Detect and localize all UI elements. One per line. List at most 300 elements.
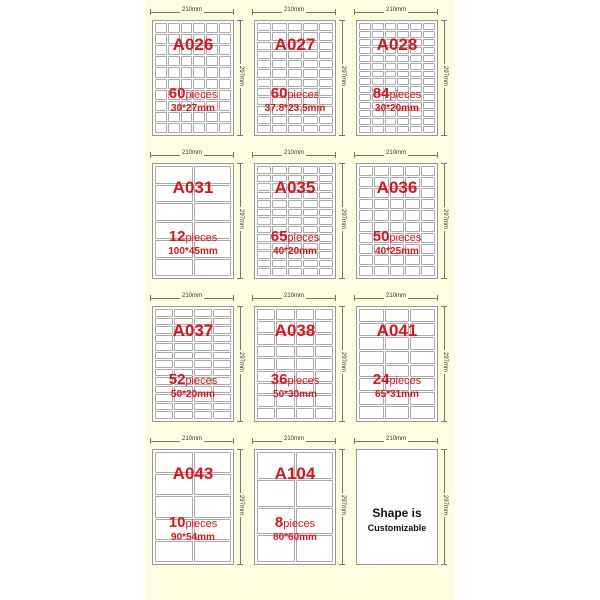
label-sheet-card[interactable]	[148, 433, 244, 575]
label-cell	[359, 309, 384, 322]
label-cell	[206, 67, 218, 77]
label-cell	[410, 406, 435, 419]
height-dimension	[237, 306, 244, 422]
a4-sheet	[356, 449, 438, 565]
label-cell	[405, 166, 419, 176]
label-cell	[423, 63, 435, 70]
dimension-tick	[441, 449, 447, 450]
count-number: 24	[372, 371, 390, 388]
label-cell	[315, 358, 333, 369]
label-size: 65*31mm	[375, 389, 419, 400]
label-cell	[303, 209, 317, 217]
piece-count	[153, 371, 233, 389]
label-cell	[303, 125, 317, 133]
label-cell	[257, 166, 271, 174]
height-dimension	[339, 20, 346, 136]
dimension-tick	[441, 564, 447, 565]
label-cell	[155, 360, 173, 368]
label-cell	[359, 71, 371, 78]
label-cell	[288, 116, 302, 124]
label-cell	[385, 63, 397, 70]
label-cell	[257, 209, 271, 217]
label-cell	[272, 200, 286, 208]
label-cell	[257, 116, 271, 124]
a4-sheet	[152, 306, 234, 422]
label-cell	[168, 123, 180, 133]
product-code: A027	[274, 35, 316, 54]
label-sheet-card[interactable]	[352, 147, 448, 289]
custom-sheet-card[interactable]	[352, 433, 448, 575]
count-number: 52	[168, 371, 186, 388]
label-cell	[181, 67, 193, 77]
dimension-tick	[441, 135, 447, 136]
label-sheet-card[interactable]	[250, 4, 346, 146]
dimension-tick	[441, 421, 447, 422]
width-dimension	[252, 151, 336, 159]
label-catalog	[145, 0, 455, 600]
label-cell	[303, 69, 317, 77]
label-cell	[359, 199, 373, 209]
label-cell	[193, 67, 205, 77]
width-dimension	[252, 8, 336, 16]
label-cell	[213, 403, 231, 411]
label-cell	[213, 309, 231, 317]
label-cell	[288, 200, 302, 208]
width-label	[354, 293, 438, 299]
height-dimension	[339, 449, 346, 565]
count-number: 65	[270, 228, 288, 245]
count-unit: pieces	[389, 89, 422, 101]
label-cell	[257, 60, 271, 68]
label-cell	[272, 60, 286, 68]
height-label: 297mm	[442, 351, 448, 372]
count-number: 10	[168, 514, 186, 531]
label-cell	[315, 309, 333, 320]
label-cell	[303, 200, 317, 208]
label-cell	[296, 358, 314, 369]
dimension-tick	[339, 421, 345, 422]
label-cell	[385, 309, 410, 322]
label-cell	[410, 118, 422, 125]
label-cell	[155, 56, 167, 66]
label-cell	[423, 23, 435, 30]
label-cell	[288, 69, 302, 77]
width-label	[354, 436, 438, 442]
label-cell	[390, 210, 404, 220]
width-value: 210mm	[385, 436, 406, 442]
label-cell	[272, 209, 286, 217]
label-cell	[193, 23, 205, 33]
width-dimension	[150, 8, 234, 16]
label-cell	[303, 23, 317, 31]
label-cell	[206, 56, 218, 66]
label-cell	[257, 268, 271, 276]
label-sheet-card[interactable]	[250, 433, 346, 575]
width-dimension	[354, 151, 438, 159]
width-value: 210mm	[283, 293, 304, 299]
label-cell	[410, 71, 422, 78]
label-sheet-card[interactable]	[148, 4, 244, 146]
label-cell	[155, 23, 167, 33]
a4-sheet	[254, 163, 336, 279]
label-cell	[410, 126, 422, 133]
height-dimension	[441, 20, 448, 136]
label-cell	[276, 358, 294, 369]
label-cell	[303, 268, 317, 276]
label-cell	[359, 210, 373, 220]
label-cell	[390, 166, 404, 176]
width-value: 210mm	[385, 150, 406, 156]
label-cell	[410, 23, 422, 30]
label-cell	[385, 351, 410, 364]
a4-sheet	[356, 20, 438, 136]
count-unit: pieces	[185, 232, 218, 244]
width-dimension	[252, 294, 336, 302]
label-sheet-card[interactable]	[148, 147, 244, 289]
label-cell	[194, 411, 212, 419]
label-cell	[213, 360, 231, 368]
label-size: 30*20mm	[375, 103, 419, 114]
label-cell	[174, 411, 192, 419]
a4-sheet	[254, 449, 336, 565]
width-label	[150, 293, 234, 299]
count-number: 50	[372, 228, 390, 245]
label-cell	[385, 406, 410, 419]
count-unit: pieces	[287, 89, 320, 101]
label-cell	[423, 55, 435, 62]
label-cell	[257, 200, 271, 208]
label-cell	[155, 259, 193, 277]
dimension-tick	[237, 421, 243, 422]
product-code: A104	[274, 464, 316, 483]
label-cell	[206, 123, 218, 133]
height-label: 297mm	[238, 351, 244, 372]
product-code: A038	[274, 321, 316, 340]
label-cell	[319, 260, 333, 268]
dimension-tick	[237, 449, 243, 450]
label-cell	[288, 217, 302, 225]
label-cell	[276, 309, 294, 320]
label-cell	[397, 71, 409, 78]
piece-count	[153, 228, 233, 246]
label-cell	[372, 23, 384, 30]
label-cell	[385, 55, 397, 62]
label-cell	[319, 69, 333, 77]
piece-count	[357, 371, 437, 389]
label-cell	[193, 123, 205, 133]
height-label: 297mm	[340, 208, 346, 229]
label-cell	[155, 67, 167, 77]
label-cell	[276, 408, 294, 419]
label-cell	[410, 309, 435, 322]
dimension-tick	[339, 163, 345, 164]
custom-line-1: Shape is	[372, 506, 422, 520]
width-value: 210mm	[181, 436, 202, 442]
label-cell	[372, 118, 384, 125]
label-cell	[155, 352, 173, 360]
label-cell	[423, 71, 435, 78]
custom-shape-note	[357, 506, 437, 533]
count-number: 36	[270, 371, 288, 388]
label-cell	[319, 125, 333, 133]
label-cell	[374, 266, 388, 276]
label-size: 40*20mm	[273, 246, 317, 257]
a4-sheet	[356, 306, 438, 422]
width-dimension	[150, 437, 234, 445]
label-cell	[319, 268, 333, 276]
label-cell	[397, 63, 409, 70]
piece-count	[357, 85, 437, 103]
label-cell	[303, 60, 317, 68]
piece-count	[255, 228, 335, 246]
count-unit: pieces	[185, 89, 218, 101]
count-number: 60	[168, 85, 186, 102]
count-unit: pieces	[185, 518, 218, 530]
label-cell	[257, 408, 275, 419]
height-label: 297mm	[442, 65, 448, 86]
product-code: A036	[376, 178, 418, 197]
label-cell	[359, 118, 371, 125]
piece-count	[255, 371, 335, 389]
label-cell	[319, 209, 333, 217]
dimension-tick	[237, 163, 243, 164]
dimension-tick	[441, 306, 447, 307]
height-dimension	[441, 449, 448, 565]
label-cell	[174, 309, 192, 317]
label-cell	[405, 266, 419, 276]
label-sheet-card[interactable]	[352, 290, 448, 432]
label-cell	[257, 358, 275, 369]
width-value: 210mm	[181, 293, 202, 299]
dimension-tick	[339, 564, 345, 565]
label-cell	[194, 343, 212, 351]
label-cell	[303, 217, 317, 225]
count-unit: pieces	[283, 518, 316, 530]
width-dimension	[150, 151, 234, 159]
count-unit: pieces	[389, 232, 422, 244]
label-size: 37.8*23.5mm	[264, 103, 326, 114]
label-cell	[272, 69, 286, 77]
label-cell	[397, 118, 409, 125]
height-label: 297mm	[442, 208, 448, 229]
product-code: A026	[172, 35, 214, 54]
width-label	[150, 150, 234, 156]
width-label	[150, 7, 234, 13]
label-cell	[174, 352, 192, 360]
width-label	[354, 150, 438, 156]
label-cell	[155, 541, 193, 562]
label-cell	[206, 23, 218, 33]
dimension-tick	[237, 20, 243, 21]
count-number: 8	[274, 514, 284, 531]
product-code: A041	[376, 321, 418, 340]
dimension-tick	[339, 306, 345, 307]
label-sheet-card[interactable]	[250, 290, 346, 432]
width-dimension	[252, 437, 336, 445]
label-cell	[174, 343, 192, 351]
width-value: 210mm	[385, 293, 406, 299]
label-size: 30*27mm	[171, 103, 215, 114]
label-cell	[155, 411, 173, 419]
width-dimension	[150, 294, 234, 302]
label-cell	[168, 67, 180, 77]
label-cell	[296, 408, 314, 419]
label-size: 90*54mm	[171, 532, 215, 543]
label-cell	[194, 259, 232, 277]
product-code: A031	[172, 178, 214, 197]
label-cell	[288, 268, 302, 276]
label-cell	[359, 126, 371, 133]
height-label: 297mm	[238, 65, 244, 86]
dimension-tick	[441, 20, 447, 21]
height-dimension	[237, 163, 244, 279]
a4-sheet	[254, 20, 336, 136]
label-cell	[397, 23, 409, 30]
label-cell	[359, 406, 384, 419]
count-unit: pieces	[389, 375, 422, 387]
height-label: 297mm	[340, 65, 346, 86]
piece-count	[357, 228, 437, 246]
label-cell	[359, 23, 371, 30]
width-dimension	[354, 294, 438, 302]
width-dimension	[354, 8, 438, 16]
label-size: 50*20mm	[171, 389, 215, 400]
piece-count	[153, 85, 233, 103]
label-cell	[315, 346, 333, 357]
label-cell	[288, 23, 302, 31]
dimension-tick	[339, 449, 345, 450]
label-cell	[288, 60, 302, 68]
label-cell	[423, 126, 435, 133]
dimension-tick	[339, 20, 345, 21]
width-label	[252, 7, 336, 13]
label-size: 40*25mm	[375, 246, 419, 257]
label-cell	[219, 67, 231, 77]
width-label	[354, 7, 438, 13]
label-cell	[257, 309, 275, 320]
height-dimension	[237, 449, 244, 565]
dimension-tick	[441, 163, 447, 164]
label-cell	[296, 309, 314, 320]
label-cell	[359, 166, 373, 176]
label-cell	[219, 56, 231, 66]
width-value: 210mm	[181, 7, 202, 13]
label-cell	[194, 203, 232, 221]
height-label: 297mm	[340, 494, 346, 515]
label-cell	[296, 346, 314, 357]
product-code: A028	[376, 35, 418, 54]
label-cell	[410, 63, 422, 70]
dimension-tick	[441, 278, 447, 279]
label-cell	[168, 56, 180, 66]
label-cell	[174, 403, 192, 411]
label-cell	[155, 309, 173, 317]
label-cell	[272, 116, 286, 124]
label-cell	[390, 199, 404, 209]
count-unit: pieces	[287, 375, 320, 387]
count-number: 60	[270, 85, 288, 102]
dimension-tick	[237, 564, 243, 565]
height-dimension	[339, 163, 346, 279]
label-cell	[319, 23, 333, 31]
label-cell	[288, 166, 302, 174]
label-cell	[272, 217, 286, 225]
label-cell	[219, 123, 231, 133]
a4-sheet	[356, 163, 438, 279]
label-cell	[174, 360, 192, 368]
label-cell	[213, 411, 231, 419]
label-cell	[372, 71, 384, 78]
dimension-tick	[339, 278, 345, 279]
label-cell	[194, 541, 232, 562]
width-label	[150, 436, 234, 442]
width-label	[252, 436, 336, 442]
piece-count	[255, 514, 335, 532]
label-sheet-card[interactable]	[352, 4, 448, 146]
a4-sheet	[152, 449, 234, 565]
dimension-tick	[339, 135, 345, 136]
height-label: 297mm	[340, 351, 346, 372]
label-cell	[359, 63, 371, 70]
product-code: A037	[172, 321, 214, 340]
label-cell	[272, 268, 286, 276]
width-value: 210mm	[181, 150, 202, 156]
height-dimension	[339, 306, 346, 422]
a4-sheet	[254, 306, 336, 422]
dimension-tick	[237, 278, 243, 279]
label-cell	[257, 260, 271, 268]
label-cell	[410, 351, 435, 364]
label-cell	[385, 23, 397, 30]
label-cell	[390, 266, 404, 276]
label-cell	[193, 56, 205, 66]
height-dimension	[441, 306, 448, 422]
label-sheet-card[interactable]	[148, 290, 244, 432]
label-cell	[410, 55, 422, 62]
label-cell	[405, 210, 419, 220]
label-cell	[288, 209, 302, 217]
label-cell	[257, 23, 271, 31]
width-value: 210mm	[283, 7, 304, 13]
piece-count	[255, 85, 335, 103]
label-cell	[319, 60, 333, 68]
label-cell	[303, 116, 317, 124]
label-cell	[405, 199, 419, 209]
label-cell	[319, 217, 333, 225]
width-label	[252, 293, 336, 299]
width-value: 210mm	[283, 436, 304, 442]
label-cell	[315, 408, 333, 419]
label-cell	[194, 309, 212, 317]
height-label: 297mm	[442, 494, 448, 515]
height-label: 297mm	[238, 494, 244, 515]
label-sheet-card[interactable]	[250, 147, 346, 289]
label-cell	[374, 166, 388, 176]
label-cell	[276, 346, 294, 357]
label-cell	[272, 166, 286, 174]
label-cell	[181, 23, 193, 33]
label-cell	[359, 55, 371, 62]
label-cell	[374, 199, 388, 209]
label-cell	[194, 360, 212, 368]
label-cell	[421, 199, 435, 209]
label-cell	[423, 118, 435, 125]
label-cell	[181, 123, 193, 133]
a4-sheet	[152, 163, 234, 279]
label-size: 50*30mm	[273, 389, 317, 400]
label-cell	[385, 118, 397, 125]
label-cell	[272, 23, 286, 31]
